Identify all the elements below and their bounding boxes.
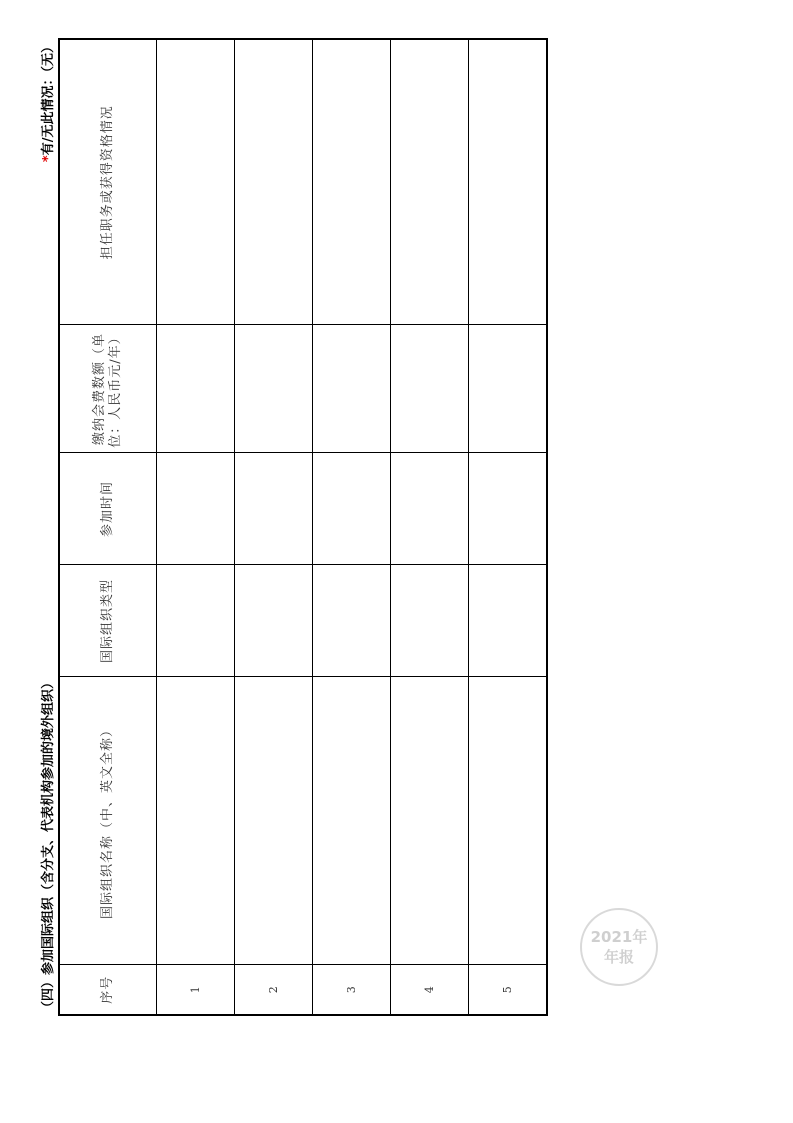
cell-join-time xyxy=(391,453,469,565)
cell-position-held xyxy=(235,39,313,325)
cell-organization-name xyxy=(313,677,391,965)
cell-membership-fee xyxy=(157,325,235,453)
cell-join-time xyxy=(469,453,548,565)
cell-membership-fee xyxy=(469,325,548,453)
cell-organization-name xyxy=(391,677,469,965)
cell-serial-number: 2 xyxy=(235,965,313,1015)
cell-position-held xyxy=(469,39,548,325)
header-membership-fee: 缴纳会费数额（单位：人民币元/年） xyxy=(59,325,157,453)
rotated-page-content xyxy=(40,40,540,1016)
table-row xyxy=(313,39,391,1015)
cell-serial-number: 3 xyxy=(313,965,391,1015)
watermark-label: 年报 xyxy=(603,948,634,966)
table-header-row xyxy=(59,39,157,1015)
cell-organization-type xyxy=(313,565,391,677)
cell-organization-name xyxy=(469,677,548,965)
cell-serial-number: 1 xyxy=(157,965,235,1015)
header-organization-name: 国际组织名称（中、英文全称） xyxy=(59,677,157,965)
cell-membership-fee xyxy=(313,325,391,453)
cell-position-held xyxy=(157,39,235,325)
header-serial-number: 序号 xyxy=(59,965,157,1015)
table-row xyxy=(157,39,235,1015)
watermark-year: 2021年 xyxy=(590,928,648,946)
cell-organization-type xyxy=(235,565,313,677)
cell-join-time xyxy=(313,453,391,565)
status-indicator xyxy=(40,40,58,162)
cell-membership-fee xyxy=(391,325,469,453)
cell-join-time xyxy=(235,453,313,565)
header-join-time: 参加时间 xyxy=(59,453,157,565)
international-organizations-table xyxy=(58,38,548,1016)
cell-organization-type xyxy=(157,565,235,677)
table-row xyxy=(235,39,313,1015)
table-row xyxy=(469,39,548,1015)
cell-position-held xyxy=(391,39,469,325)
cell-position-held xyxy=(313,39,391,325)
table-row xyxy=(391,39,469,1015)
cell-join-time xyxy=(157,453,235,565)
cell-organization-type xyxy=(391,565,469,677)
annual-report-watermark-stamp xyxy=(580,908,658,986)
section-title: （四）参加国际组织（含分支、代表机构参加的境外组织） xyxy=(41,675,56,1014)
cell-serial-number: 4 xyxy=(391,965,469,1015)
header-position-held: 担任职务或获得资格情况 xyxy=(59,39,157,325)
cell-serial-number: 5 xyxy=(469,965,548,1015)
required-marker: * xyxy=(41,155,56,163)
cell-organization-name xyxy=(157,677,235,965)
status-text: 有/无此情况：（无） xyxy=(41,40,56,156)
cell-organization-name xyxy=(235,677,313,965)
header-organization-type: 国际组织类型 xyxy=(59,565,157,677)
cell-organization-type xyxy=(469,565,548,677)
cell-membership-fee xyxy=(235,325,313,453)
